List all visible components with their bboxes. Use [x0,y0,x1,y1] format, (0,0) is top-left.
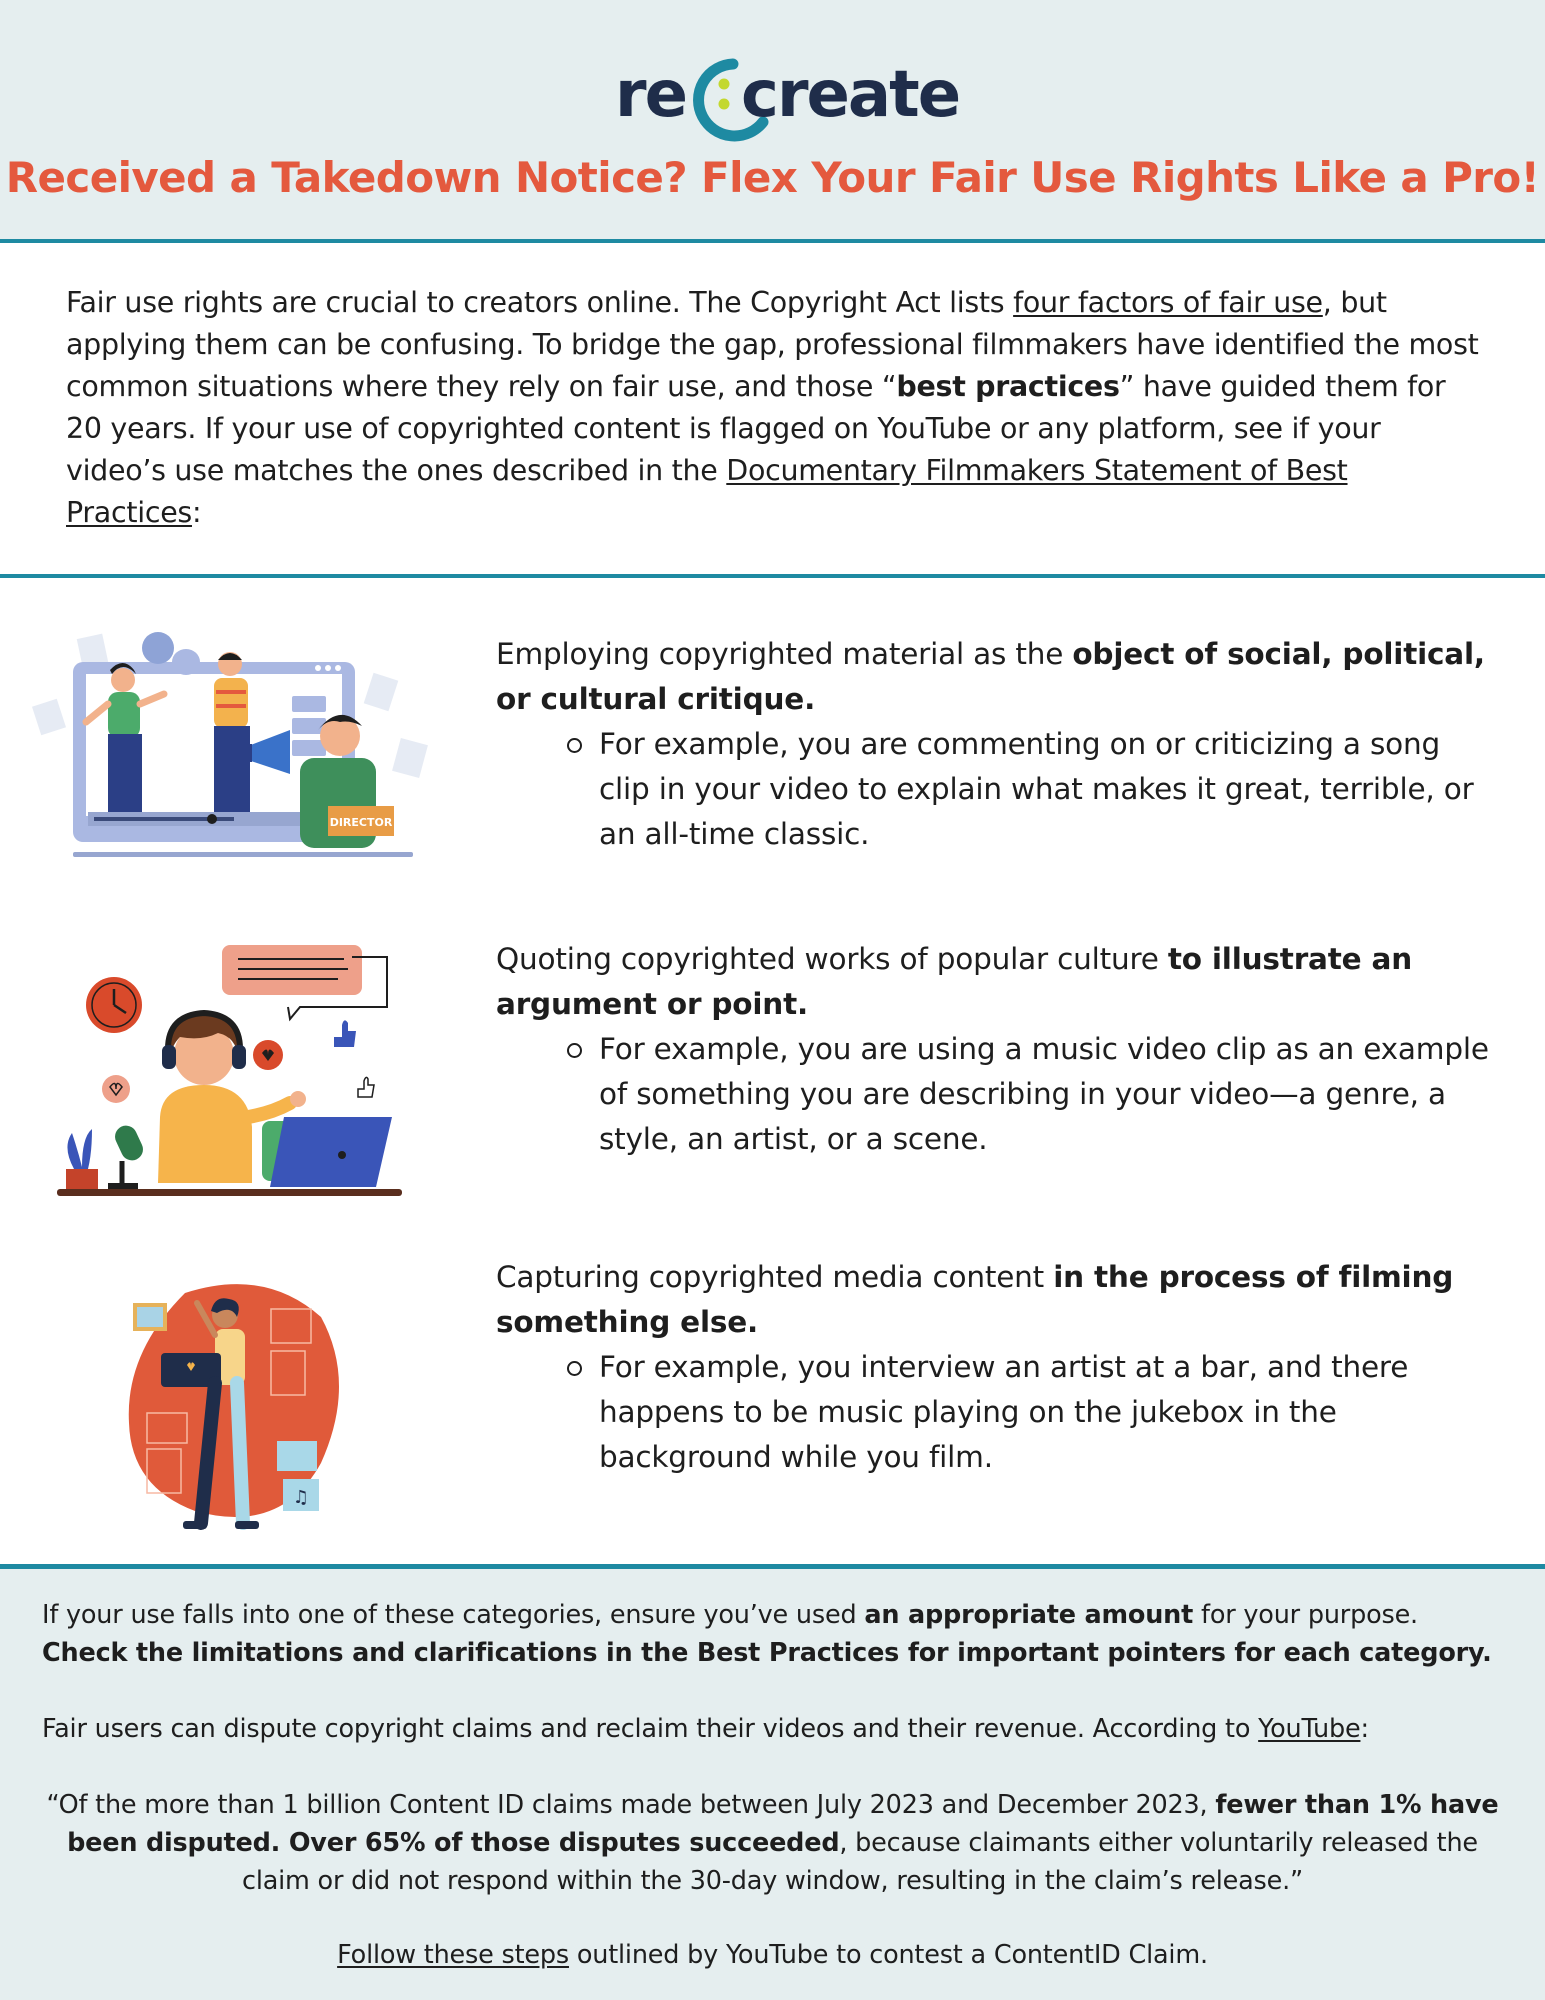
youtube-link[interactable]: YouTube [1258,1714,1361,1744]
practice-item [0,1243,1545,1553]
example-bullet: For example, you are commenting on or criticizing a song clip in your video to explain what makes it great, terrible, or an all-time classic. [565,722,1496,857]
logo-dot-icon [718,99,729,110]
best-practices-link[interactable]: Documentary Filmmakers Statement of Best Practices [66,454,1348,529]
svg-text:♫: ♫ [292,1487,310,1508]
intro-text: ” have guided them for 20 years. If your use of copyrighted content is flagged on YouTube or any platform, see if your video’s use matches the ones described in the [66,370,1446,487]
practice-lead: Quoting copyrighted works of popular culture to illustrate an argument or point. [496,942,1413,1021]
practice-lead: Capturing copyrighted media content in the process of filming something else. [496,1260,1454,1339]
youtube-quote: “Of the more than 1 billion Content ID claims made between July 2023 and December 2023, fewer than 1% have been disputed. Over 65% of those disputes succeeded, because claimants either voluntarily released the claim or did not respond within the 30-day window, resulting in the claim’s release.” [46,1790,1499,1896]
example-list [565,1027,1496,1162]
intro-text: : [191,496,202,529]
recreate-logo[interactable] [0,40,1545,140]
follow-steps-link[interactable]: Follow these steps [337,1940,569,1970]
practice-item [0,620,1545,870]
content-creator-illustration [125,1273,345,1549]
intro-paragraph [66,282,1486,534]
logo-dot-icon [718,79,729,90]
logo-suffix: create [740,58,959,132]
intro-text: , but applying them can be confusing. To bridge the gap, professional filmmakers have identified the most common situations where they rely on fair use, and those “ [66,286,1479,403]
steps-paragraph: Follow these steps outlined by YouTube to contest a ContentID Claim. [337,1940,1208,1970]
header-banner [0,0,1545,243]
logo-prefix: re [614,58,686,132]
footer-panel [0,1564,1545,2000]
director-badge: DIRECTOR [329,816,393,829]
logo-wordmark [613,44,959,136]
four-factors-link[interactable]: four factors of fair use [1013,286,1323,319]
amount-paragraph: If your use falls into one of these categories, ensure you’ve used an appropriate amount for your purpose. Check the limitations and clarifications in the Best Practices for important pointers for each category. [42,1600,1492,1668]
intro-text: Fair use rights are crucial to creators online. The Copyright Act lists [66,286,1014,319]
section-divider [0,574,1545,578]
practice-lead: Employing copyrighted material as the object of social, political, or cultural critique. [496,637,1485,716]
practice-text [496,632,1496,857]
practice-text [496,1255,1496,1480]
example-list [565,722,1496,857]
practice-text [496,937,1496,1162]
practice-item [0,925,1545,1215]
page-title: Received a Takedown Notice? Flex Your Fair Use Rights Like a Pro! [5,153,1540,202]
example-bullet: For example, you are using a music video clip as an example of something you are describing in your video—a genre, a style, an artist, or a scene. [565,1027,1496,1162]
intro-bold: best practices [896,370,1120,403]
podcaster-illustration [52,937,412,1207]
video-critique-illustration [28,626,438,864]
limitations-note: Check the limitations and clarifications in the Best Practices for important pointers for each category. [42,1638,1492,1668]
dispute-paragraph: Fair users can dispute copyright claims and reclaim their videos and their revenue. According to YouTube: [42,1714,1369,1744]
example-bullet: For example, you interview an artist at a bar, and there happens to be music playing on the jukebox in the background while you film. [565,1345,1496,1480]
example-list [565,1345,1496,1480]
